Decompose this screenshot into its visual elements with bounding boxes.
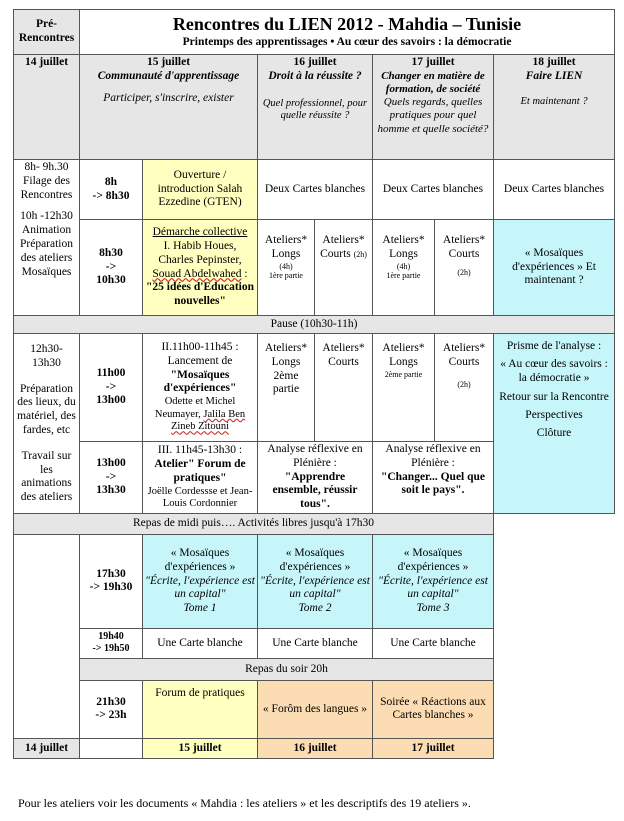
footer-15: 15 juillet — [143, 738, 258, 758]
cartes-17: Deux Cartes blanches — [373, 160, 494, 220]
day-date: 17 juillet — [411, 56, 455, 68]
footer-17: 17 juillet — [373, 738, 494, 758]
mosaiques-18: « Mosaïques d'expériences » Et maintenant ? — [494, 220, 615, 316]
pre-filage: Filage des Rencontres — [20, 174, 73, 201]
forum-cell: III. 11h45-13h30 : Atelier" Forum de pratiques" Joëlle Cordessse et Jean-Louis Cordonnier — [143, 442, 258, 514]
pre-prep: Animation Préparation des ateliers Mosaïques — [19, 224, 73, 278]
demarche-cell — [143, 220, 258, 316]
analyse-16: Analyse réflexive en Plénière : "Apprendre ensemble, réussir tous". — [258, 442, 373, 514]
carte-15: Une Carte blanche — [143, 628, 258, 658]
day-question: Quel professionnel, pour quelle réussite ? — [262, 97, 368, 122]
pre-prep2: Préparation des lieux, du matériel, des fardes, etc — [17, 382, 76, 436]
day-question: Participer, s'inscrire, exister — [103, 91, 234, 104]
pause-row: Pause (10h30-11h) — [14, 316, 615, 334]
slot4-time: 13h00 -> 13h30 — [80, 442, 143, 514]
day-theme: Droit à la réussite ? — [268, 69, 362, 82]
footer-note: Pour les ateliers voir les documents « Mahdia : les ateliers » et les descriptifs des 19 ateliers ». — [18, 796, 471, 810]
repas-midi-row: Repas de midi puis…. Activités libres jusqu'à 17h30 — [14, 513, 494, 534]
ateliers-longs-16-p2: Ateliers* Longs 2ème partie — [258, 334, 315, 442]
day-question: Quels regards, quelles pratiques pour quel homme et quelle société? — [377, 96, 489, 135]
pre-travail: Travail sur les animations des ateliers — [20, 449, 73, 504]
ateliers-courts-17-p2: Ateliers* Courts (2h) — [435, 334, 494, 442]
day-16-header — [258, 55, 373, 160]
mosaiques-tome2: « Mosaïques d'expériences » "Écrite, l'expérience est un capital" Tome 2 — [258, 534, 373, 628]
slot7-time: 21h30 -> 23h — [80, 680, 143, 738]
slot2-time: 8h30 -> 10h30 — [80, 220, 143, 316]
day-theme: Communauté d'apprentissage — [97, 69, 240, 82]
pre-time: 12h30-13h30 — [30, 343, 63, 369]
pre-morning-cell — [14, 160, 80, 316]
cartes-16: Deux Cartes blanches — [258, 160, 373, 220]
day-date: 18 juillet — [532, 56, 576, 68]
pre-time: 8h- 9h.30 — [24, 161, 69, 173]
prisme-cell: Prisme de l'analyse : « Au cœur des savoirs : la démocratie » Retour sur la Rencontre Perspectives Clôture — [494, 334, 615, 514]
ateliers-courts-17: Ateliers* Courts (2h) — [435, 220, 494, 316]
cartes-18: Deux Cartes blanches — [494, 160, 615, 220]
slot3-time: 11h00 -> 13h00 — [80, 334, 143, 442]
pre-rencontres-header: Pré-Rencontres — [14, 10, 80, 55]
demarche-title: Démarche collective — [152, 226, 248, 239]
page-title: Rencontres du LIEN 2012 - Mahdia – Tunisie — [172, 14, 522, 35]
ateliers-courts-16: Ateliers* Courts (2h) — [315, 220, 373, 316]
footer-14: 14 juillet — [14, 738, 80, 758]
footer-16: 16 juillet — [258, 738, 373, 758]
ateliers-longs-17-p2: Ateliers* Longs 2ème partie — [373, 334, 435, 442]
opening-cell: Ouverture / introduction Salah Ezzedine (GTEN) — [143, 160, 258, 220]
carte-17: Une Carte blanche — [373, 628, 494, 658]
day-question: Et maintenant ? — [520, 95, 588, 107]
day-18-header — [494, 55, 615, 160]
day-14-header: 14 juillet — [14, 55, 80, 160]
page-subtitle: Printemps des apprentissages • Au cœur des savoirs : la démocratie — [182, 35, 512, 48]
ateliers-courts-16-p2: Ateliers* Courts — [315, 334, 373, 442]
mosaiques-tome1: « Mosaïques d'expériences » "Écrite, l'expérience est un capital" Tome 1 — [143, 534, 258, 628]
pre-midday-cell — [14, 334, 80, 514]
carte-16: Une Carte blanche — [258, 628, 373, 658]
day-date: 15 juillet — [146, 56, 191, 68]
day-17-header — [373, 55, 494, 160]
ateliers-longs-17: Ateliers* Longs (4h) 1ère partie — [373, 220, 435, 316]
schedule-table — [13, 9, 615, 759]
day-date: 16 juillet — [293, 56, 337, 68]
day-15-header — [80, 55, 258, 160]
slot6-time: 19h40 -> 19h50 — [80, 628, 143, 658]
forum-pratiques-cell: Forum de pratiques — [143, 680, 258, 738]
analyse-17: Analyse réflexive en Plénière : "Changer... Quel que soit le pays". — [373, 442, 494, 514]
lancement-cell: II.11h00-11h45 : Lancement de "Mosaïques d'expériences" Odette et Michel Neumayer, Jalila Ben Zineb Zitouni — [143, 334, 258, 442]
demarche-talk: "25 idées d'Education nouvelles" — [146, 281, 254, 308]
slot1-time: 8h -> 8h30 — [80, 160, 143, 220]
mosaiques-tome3: « Mosaïques d'expériences » "Écrite, l'expérience est un capital" Tome 3 — [373, 534, 494, 628]
slot5-time: 17h30 -> 19h30 — [80, 534, 143, 628]
day-theme: Faire LIEN — [525, 69, 583, 82]
repas-soir-row: Repas du soir 20h — [80, 658, 494, 680]
soiree-cell: Soirée « Réactions aux Cartes blanches » — [373, 680, 494, 738]
ateliers-longs-16: Ateliers* Longs (4h) 1ère partie — [258, 220, 315, 316]
day-theme: Changer en matière de formation, de société — [381, 69, 485, 95]
demarche-speakers: I. Habib Houes, Charles Pepinster, Souad Abdelwahed : — [152, 239, 248, 280]
page-header — [80, 10, 615, 55]
forom-langues-cell: « Forôm des langues » — [258, 680, 373, 738]
pre-time: 10h -12h30 — [20, 210, 73, 223]
